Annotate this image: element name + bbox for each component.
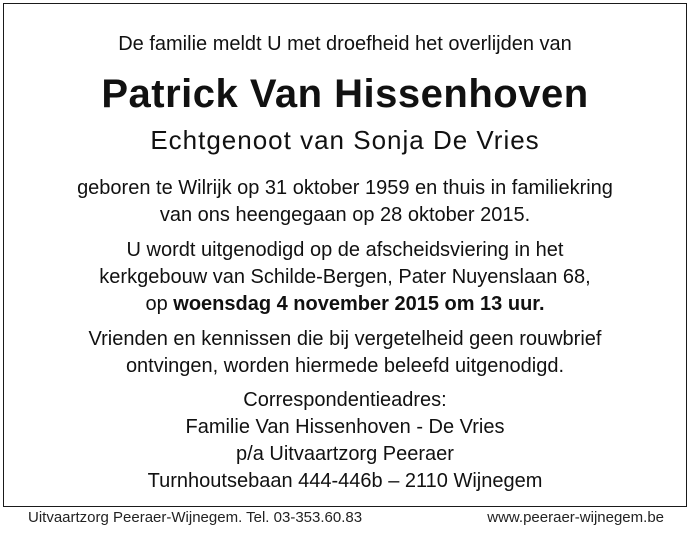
friends-line-2: ontvingen, worden hiermede beleefd uitgenodigd. <box>125 355 565 377</box>
ceremony-line-3 <box>4 291 686 318</box>
correspondence-address <box>4 387 686 495</box>
ceremony-line-2: kerkgebouw van Schilde-Bergen, Pater Nuyenslaan 68, <box>99 266 591 288</box>
ceremony-paragraph <box>4 237 686 318</box>
birth-death-line-1: geboren te Wilrijk op 31 oktober 1959 en thuis in familiekring <box>77 177 613 199</box>
friends-line-1: Vrienden en kennissen die bij vergetelheid geen rouwbrief <box>88 328 602 350</box>
ceremony-line-3-prefix: op <box>145 293 174 315</box>
correspondence-care-of: p/a Uitvaartzorg Peeraer <box>236 443 454 465</box>
birth-death-paragraph <box>4 175 686 229</box>
birth-death-line-2: van ons heengegaan op 28 oktober 2015. <box>159 204 531 226</box>
ceremony-line-1: U wordt uitgenodigd op de afscheidsviering in het <box>126 239 564 261</box>
correspondence-heading: Correspondentieadres: <box>243 389 447 411</box>
correspondence-street: Turnhoutsebaan 444-446b – 2110 Wijnegem <box>147 470 543 492</box>
deceased-name: Patrick Van Hissenhoven <box>101 72 589 116</box>
footer <box>28 507 664 529</box>
spouse-line: Echtgenoot van Sonja De Vries <box>150 125 540 155</box>
footer-website-link[interactable]: www.peeraer-wijnegem.be <box>487 509 664 526</box>
ceremony-date-time: woensdag 4 november 2015 om 13 uur. <box>173 293 545 315</box>
footer-company-phone: Uitvaartzorg Peeraer-Wijnegem. Tel. 03-353.60.83 <box>28 509 363 526</box>
intro-text: De familie meldt U met droefheid het overlijden van <box>118 33 572 55</box>
correspondence-family: Familie Van Hissenhoven - De Vries <box>185 416 505 438</box>
friends-paragraph <box>4 326 686 380</box>
death-notice-card <box>3 3 687 507</box>
